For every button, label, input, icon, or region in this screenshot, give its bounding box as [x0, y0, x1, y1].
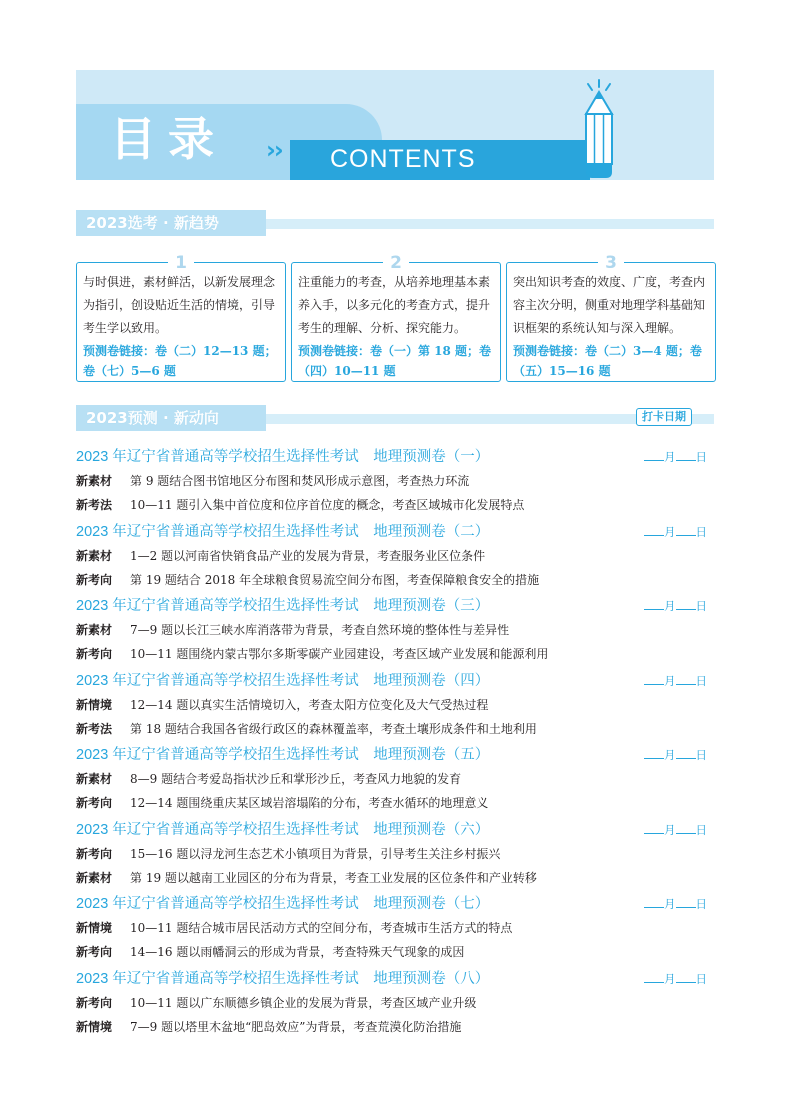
trend-number: 2 [383, 253, 409, 273]
exam-item: 新素材 7—9 题以长江三峡水库消落带为背景，考查自然环境的整体性与差异性 [76, 623, 510, 637]
item-tag: 新素材 [76, 772, 113, 786]
checkin-date[interactable]: 月 日 [644, 894, 707, 914]
trend-link: 预测卷链接：卷（一）第 18 题；卷（四）10—11 题 [298, 344, 492, 378]
exam-title[interactable]: 2023 年辽宁省普通高等学校招生选择性考试 地理预测卷（四） [76, 672, 490, 689]
item-tag: 新考向 [76, 846, 113, 861]
exam-item: 新考向 12—14 题围绕重庆某区域岩溶塌陷的分布，考查水循环的地理意义 [76, 796, 489, 810]
exam-item: 新素材 第 19 题以越南工业园区的分布为背景，考查工业发展的区位条件和产业转移 [76, 870, 537, 885]
exam-item: 新素材 第 9 题结合图书馆地区分布图和焚风形成示意图，考查热力环流 [76, 474, 470, 488]
item-tag: 新考向 [76, 995, 113, 1010]
exam-entry [76, 671, 714, 746]
exam-title[interactable]: 2023 年辽宁省普通高等学校招生选择性考试 地理预测卷（七） [76, 896, 490, 912]
item-tag: 新素材 [76, 870, 113, 885]
trend-link: 预测卷链接：卷（二）12—13 题；卷（七）5—6 题 [83, 344, 277, 378]
checkin-date[interactable]: 月 日 [644, 745, 707, 765]
exam-item: 新考向 10—11 题围绕内蒙古鄂尔多斯零碳产业园建设，考查区域产业发展和能源利用 [76, 647, 549, 661]
checkin-date[interactable]: 月 日 [644, 596, 707, 616]
exam-entry [76, 447, 714, 522]
exam-entry [76, 820, 714, 895]
section-title-predictions: 2023预测 · 新动向 [86, 409, 219, 427]
trend-box-3 [506, 253, 716, 382]
contents-label: CONTENTS [330, 145, 476, 173]
trend-box-2 [291, 253, 501, 382]
exam-entry [76, 969, 714, 1044]
item-tag: 新情境 [76, 1019, 113, 1034]
exam-title[interactable]: 2023 年辽宁省普通高等学校招生选择性考试 地理预测卷（六） [76, 821, 490, 838]
exam-item: 新素材 8—9 题结合考爱岛指状沙丘和掌形沙丘，考查风力地貌的发育 [76, 772, 462, 786]
pencil-icon [574, 78, 624, 182]
exam-entry [76, 522, 714, 597]
exam-title[interactable]: 2023 年辽宁省普通高等学校招生选择性考试 地理预测卷（八） [76, 970, 490, 987]
exam-item: 新考向 10—11 题以广东顺德乡镇企业的发展为背景，考查区域产业升级 [76, 995, 477, 1010]
item-tag: 新考法 [76, 498, 113, 512]
trend-text: 注重能力的考查，从培养地理基本素养入手，以多元化的考查方式，提升考生的理解、分析、探究能力。 [298, 275, 491, 335]
exam-item: 新情境 10—11 题结合城市居民活动方式的空间分布，考查城市生活方式的特点 [76, 921, 513, 935]
item-tag: 新素材 [76, 474, 113, 488]
trend-box-1 [76, 253, 286, 382]
checkin-date[interactable]: 月 日 [644, 820, 707, 840]
section-stripe [226, 219, 714, 229]
page-title: 目录 [110, 112, 226, 166]
trend-number: 3 [598, 253, 624, 273]
section-head-predictions [76, 405, 714, 431]
exam-entry [76, 596, 714, 671]
exam-item: 新考法 第 18 题结合我国各省级行政区的森林覆盖率，考查土壤形成条件和土地利用 [76, 721, 537, 736]
section-head-trends [76, 210, 714, 236]
trend-text: 突出知识考查的效度、广度，考查内容主次分明，侧重对地理学科基础知识框架的系统认知与深入理解。 [513, 275, 706, 335]
exam-item: 新素材 1—2 题以河南省快销食品产业的发展为背景，考查服务业区位条件 [76, 548, 486, 563]
exam-title[interactable]: 2023 年辽宁省普通高等学校招生选择性考试 地理预测卷（一） [76, 449, 490, 465]
exam-title[interactable]: 2023 年辽宁省普通高等学校招生选择性考试 地理预测卷（五） [76, 747, 490, 763]
checkin-date[interactable]: 月 日 [644, 447, 707, 467]
item-tag: 新考向 [76, 945, 113, 959]
checkin-date-tag: 打卡日期 [636, 408, 692, 426]
item-tag: 新考向 [76, 796, 113, 810]
checkin-date[interactable]: 月 日 [644, 969, 707, 989]
exam-item: 新情境 7—9 题以塔里木盆地“肥岛效应”为背景，考查荒漠化防治措施 [76, 1019, 462, 1034]
double-chevron-icon: ›› [266, 136, 282, 164]
exam-item: 新考向 第 19 题结合 2018 年全球粮食贸易流空间分布图，考查保障粮食安全的措施 [76, 572, 540, 587]
item-tag: 新情境 [76, 697, 113, 712]
trend-text: 与时俱进，素材鲜活，以新发展理念为指引，创设贴近生活的情境，引导考生学以致用。 [83, 275, 276, 335]
exam-entry [76, 745, 714, 820]
exam-item: 新考向 15—16 题以浔龙河生态艺术小镇项目为背景，引导考生关注乡村振兴 [76, 846, 501, 861]
exam-entry [76, 894, 714, 969]
checkin-date[interactable]: 月 日 [644, 522, 707, 542]
item-tag: 新情境 [76, 921, 113, 935]
exam-item: 新考法 10—11 题引入集中首位度和位序首位度的概念，考查区域城市化发展特点 [76, 498, 525, 512]
trend-link: 预测卷链接：卷（二）3—4 题；卷（五）15—16 题 [513, 344, 702, 378]
item-tag: 新素材 [76, 548, 113, 563]
item-tag: 新考法 [76, 721, 113, 736]
exam-title[interactable]: 2023 年辽宁省普通高等学校招生选择性考试 地理预测卷（二） [76, 523, 490, 540]
exam-title[interactable]: 2023 年辽宁省普通高等学校招生选择性考试 地理预测卷（三） [76, 598, 490, 614]
exam-list [76, 447, 714, 1043]
item-tag: 新素材 [76, 623, 113, 637]
item-tag: 新考向 [76, 647, 113, 661]
checkin-date[interactable]: 月 日 [644, 671, 707, 691]
section-title-trends: 2023选考 · 新趋势 [86, 214, 219, 232]
item-tag: 新考向 [76, 572, 113, 587]
exam-item: 新情境 12—14 题以真实生活情境切入，考查太阳方位变化及大气受热过程 [76, 697, 489, 712]
exam-item: 新考向 14—16 题以雨幡洞云的形成为背景，考查特殊天气现象的成因 [76, 945, 465, 959]
trend-number: 1 [168, 253, 194, 273]
